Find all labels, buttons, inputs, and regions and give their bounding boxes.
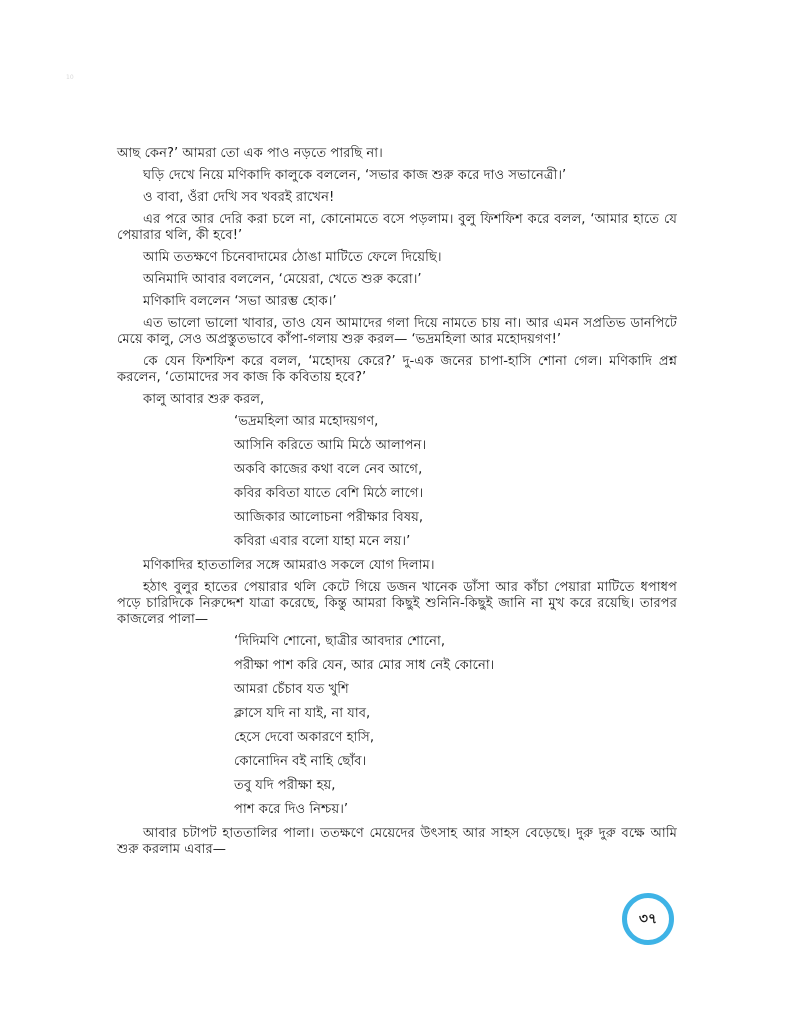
- poem-line: অকবি কাজের কথা বলে নেব আগে,: [234, 462, 423, 477]
- paragraph: আমি ততক্ষণে চিনেবাদামের ঠোঙা মাটিতে ফেলে দিয়েছি।: [143, 250, 442, 265]
- poem-line: পাশ করে দিও নিশ্চয়।’: [234, 802, 349, 817]
- poem-block: [117, 634, 677, 818]
- poem-line: কবির কবিতা যাতে বেশি মিঠে লাগে।: [234, 486, 424, 501]
- poem-line: তবু যদি পরীক্ষা হয়,: [234, 778, 336, 793]
- paragraph: অনিমাদি আবার বললেন, ‘মেয়েরা, খেতে শুরু করো।’: [143, 272, 422, 287]
- story-text: [117, 146, 677, 864]
- paragraph: ও বাবা, ওঁরা দেখি সব খবরই রাখেন!: [143, 190, 335, 205]
- paragraph: কে যেন ফিশফিশ করে বলল, ‘মহোদয় কেরে?’ দু-এক জনের চাপা-হাসি শোনা গেল। মণিকাদি প্রশ্ন করলেন, ‘তোমাদের সব কাজ কি কবিতায় হবে?’: [117, 354, 677, 385]
- page-number: ৩৭: [638, 911, 658, 927]
- paragraph: এর পরে আর দেরি করা চলে না, কোনোমতে বসে পড়লাম। বুলু ফিশফিশ করে বলল, ‘আমার হাতে যে পেয়ারার থলি, কী হবে!’: [117, 212, 677, 243]
- paragraph: মণিকাদি বললেন ‘সভা আরম্ভ হোক।’: [143, 294, 337, 309]
- poem-line: কোনোদিন বই নাহি ছোঁব।: [234, 754, 367, 769]
- poem-line: কবিরা এবার বলো যাহা মনে লয়।’: [234, 534, 411, 549]
- paragraph: ঘড়ি দেখে নিয়ে মণিকাদি কালুকে বললেন, ‘সভার কাজ শুরু করে দাও সভানেত্রী।’: [143, 168, 567, 183]
- paragraph: কালু আবার শুরু করল,: [143, 392, 265, 407]
- paragraph: আবার চটাপট হাততালির পালা। ততক্ষণে মেয়েদের উৎসাহ আর সাহস বেড়েছে। দুরু দুরু বক্ষে আমি শুরু করলাম এবার—: [117, 826, 677, 857]
- poem-line: ক্লাসে যদি না যাই, না যাব,: [234, 706, 371, 721]
- page-number-badge: [622, 893, 674, 945]
- paragraph: এত ভালো ভালো খাবার, তাও যেন আমাদের গলা দিয়ে নামতে চায় না। আর এমন সপ্রতিভ ডানপিটে মেয়ে কালু, সেও অপ্রস্তুতভাবে কাঁপা-গলায় শুরু করল— ‘ভদ্রমহিলা আর মহোদয়গণ!’: [117, 316, 677, 347]
- poem-line: আসিনি করিতে আমি মিঠে আলাপন।: [234, 438, 427, 453]
- paragraph: হঠাৎ বুলুর হাতের পেয়ারার থলি কেটে গিয়ে ডজন খানেক ডাঁসা আর কাঁচা পেয়ারা মাটিতে ধপাধপ পড়ে চারিদিকে নিরুদ্দেশ যাত্রা করেছে, কিন্তু আমরা কিছুই শুনিনি-কিছুই জানি না মুখ করে রয়েছি। তারপর কাজলের পালা—: [117, 580, 677, 627]
- paragraph: আছ কেন?’ আমরা তো এক পাও নড়তে পারছি না।: [117, 146, 383, 161]
- poem-line: ‘ভদ্রমহিলা আর মহোদয়গণ,: [234, 414, 379, 429]
- poem-block: [117, 414, 677, 550]
- paragraph: মণিকাদির হাততালির সঙ্গে আমরাও সকলে যোগ দিলাম।: [143, 558, 435, 573]
- poem-line: পরীক্ষা পাশ করি যেন, আর মোর সাধ নেই কোনো।: [234, 658, 495, 673]
- poem-line: হেসে দেবো অকারণে হাসি,: [234, 730, 375, 745]
- poem-line: ‘দিদিমণি শোনো, ছাত্রীর আবদার শোনো,: [234, 634, 446, 649]
- poem-line: আমরা চেঁচাব যত খুশি: [234, 682, 349, 697]
- poem-line: আজিকার আলোচনা পরীক্ষার বিষয়,: [234, 510, 424, 525]
- corner-mark: 10: [66, 74, 74, 81]
